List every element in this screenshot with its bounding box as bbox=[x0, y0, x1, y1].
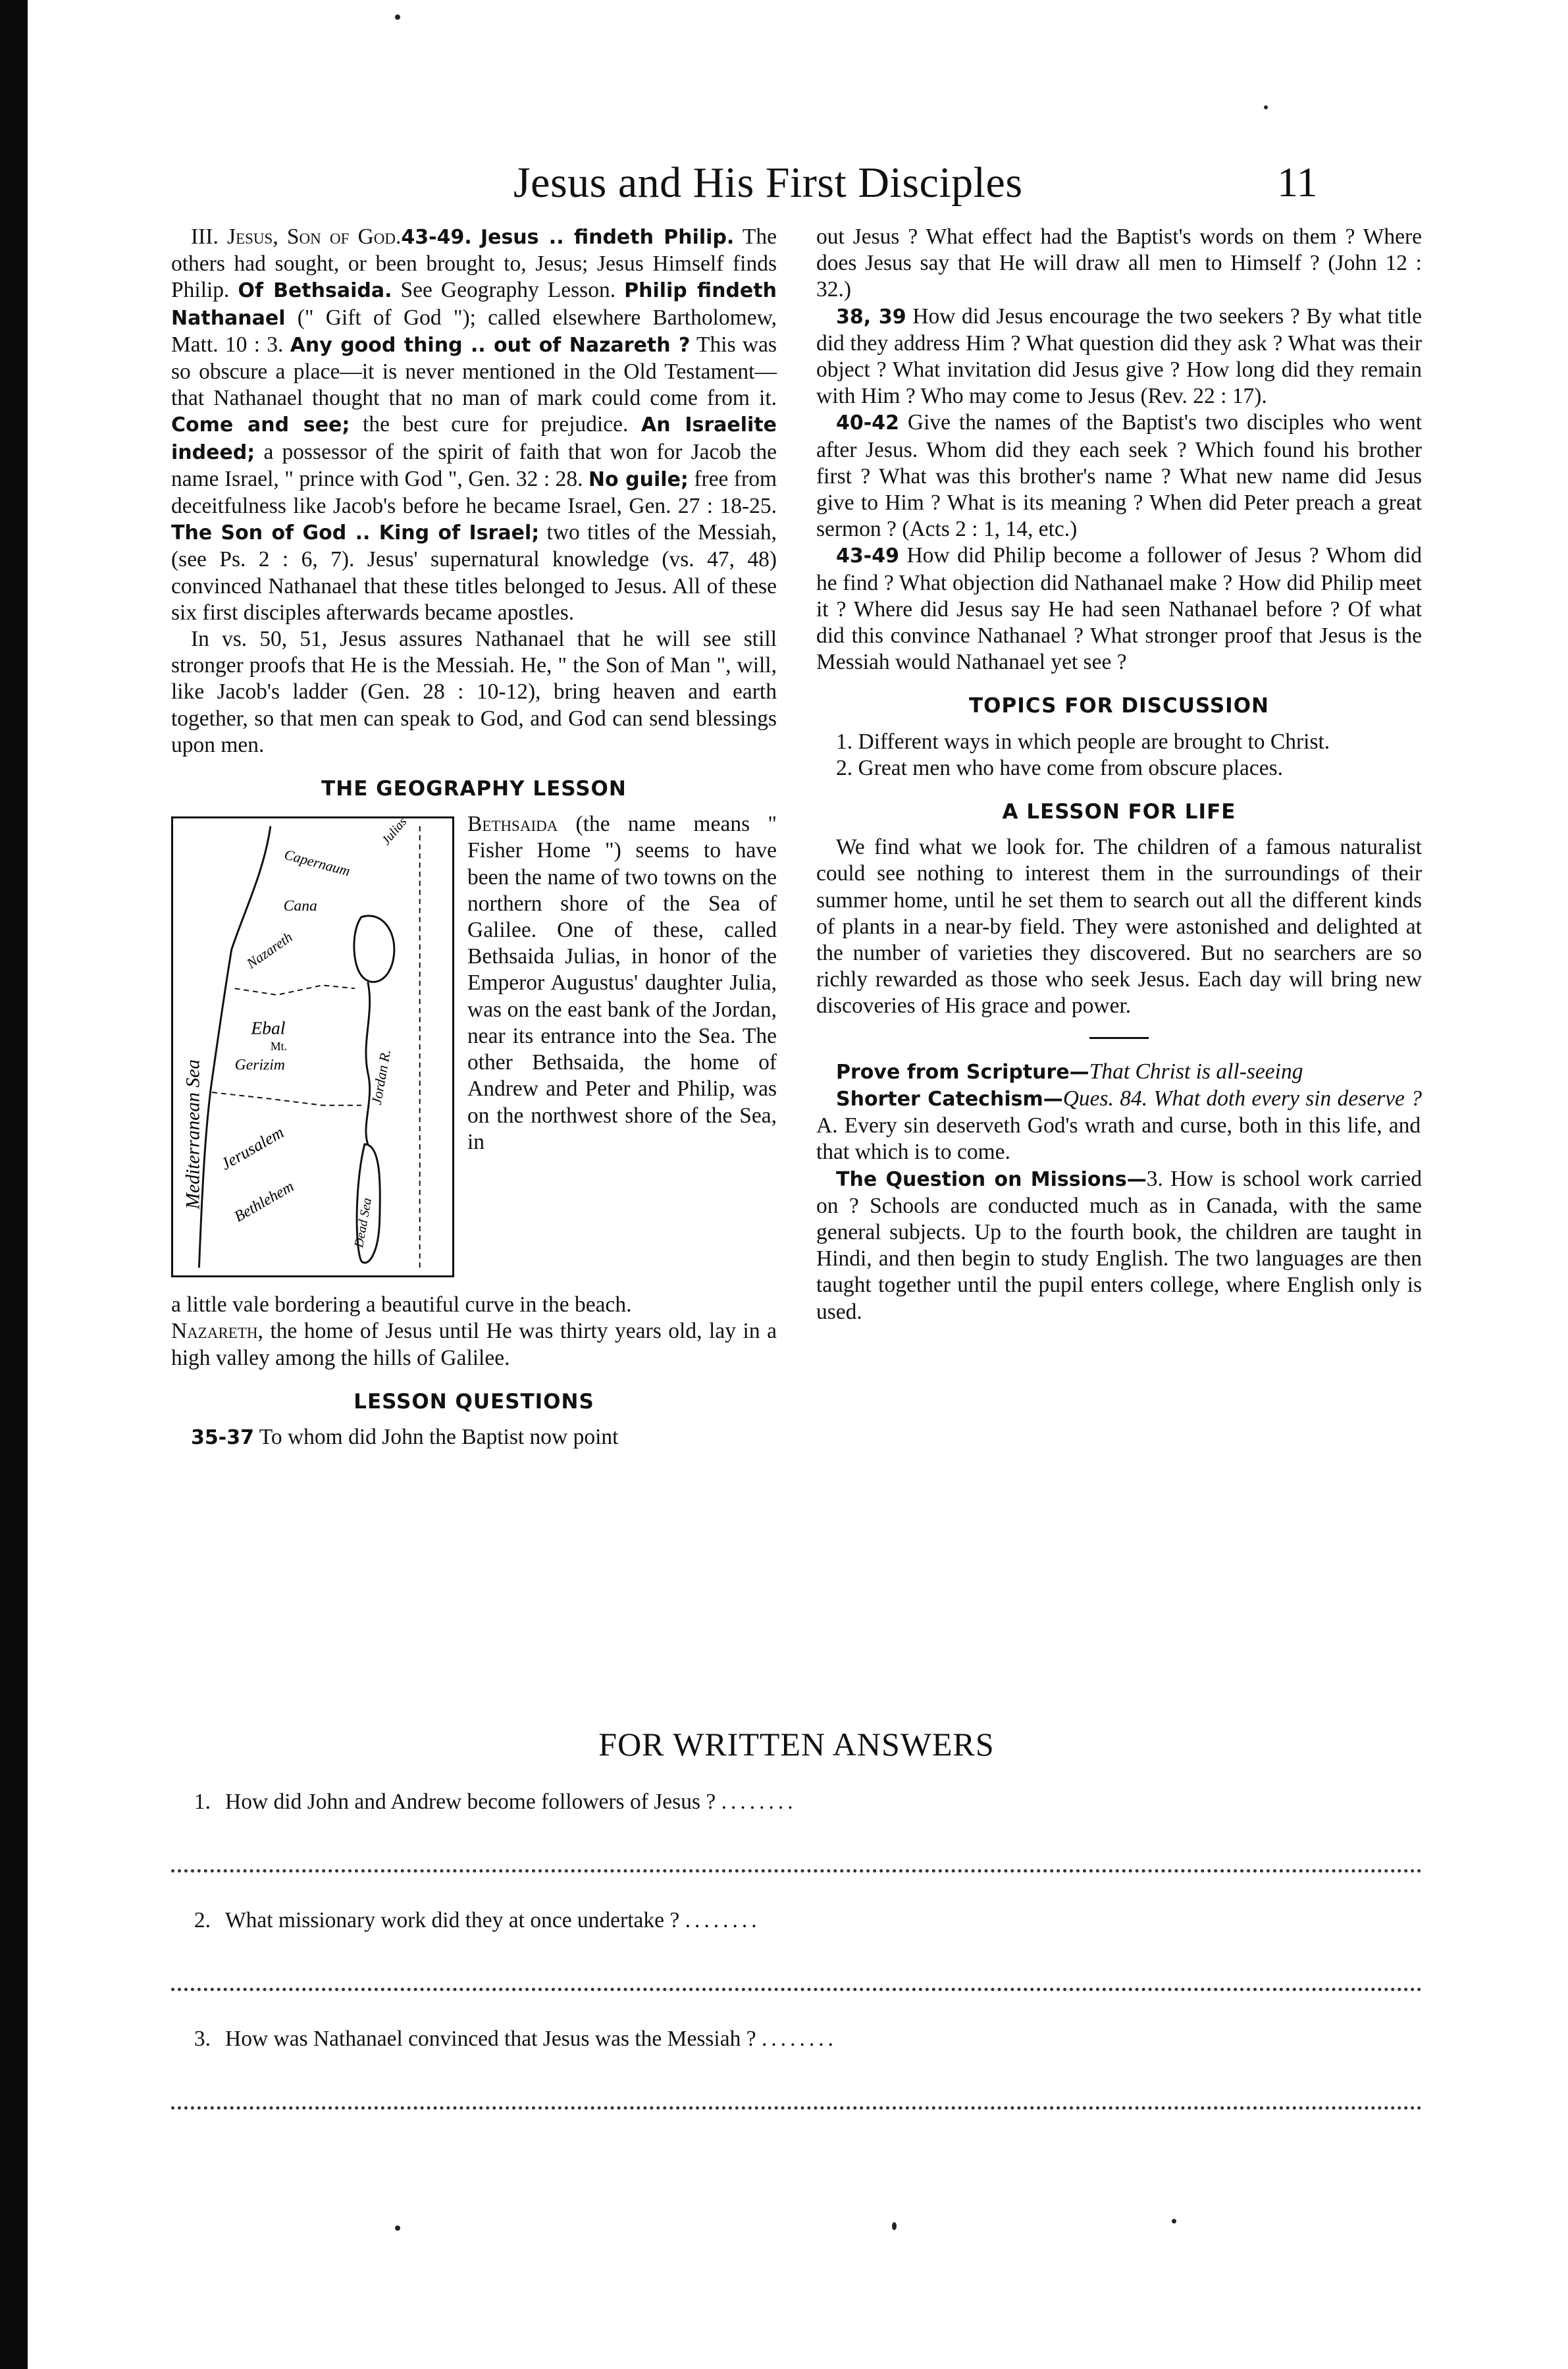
print-speck bbox=[1172, 2219, 1176, 2223]
written-answers-heading: FOR WRITTEN ANSWERS bbox=[598, 1726, 995, 1763]
question-text: How did Philip become a follower of Jesus ? Whom did he find ? What objection did Nathanael make ? How did Philip meet it ? Where did Jesus say He had seen Nathanael before ? Of what did this convince Nathanael ? What stronger proof that Jesus is the Messiah would Nathanael yet see ? bbox=[816, 543, 1422, 675]
map-label-bethlehem: Bethlehem bbox=[231, 1178, 298, 1226]
question-text: Give the names of the Baptist's two disciples who went after Jesus. Whom did they each seek ? Which found his brother first ? What was this brother's name ? What new name did Jesus give to Him ? What is its meaning ? When did Peter preach a great sermon ? (Acts 2 : 1, 14, etc.) bbox=[816, 410, 1422, 542]
map-label-jerusalem: Jerusalem bbox=[217, 1123, 288, 1174]
topic-item: 2. Great men who have come from obscure places. bbox=[836, 755, 1284, 780]
question-38-39 bbox=[816, 304, 1422, 410]
print-speck bbox=[1264, 105, 1268, 109]
section-verses: 43-49. bbox=[401, 226, 472, 249]
commentary-keyword: Come and see; bbox=[171, 413, 350, 437]
nazareth-text: , the home of Jesus until He was thirty years old, lay in a high valley among the hills of Galilee. bbox=[171, 1319, 777, 1370]
question-text: How did Jesus encourage the two seekers ? By what title did they address Him ? What question did they ask ? What was their object ? What invitation did Jesus give ? How long did they remain with Him ? Who may come to Jesus (Rev. 22 : 17). bbox=[816, 304, 1423, 409]
life-paragraph: We find what we look for. The children of a famous naturalist could see nothing to interest them in the surroundings of their summer home, until he set them to search out all the different kinds of plants in a near-by field. They were astonished and delighted at the number of varieties they discovered. But no searchers are so richly rewarded as those who seek Jesus. Each day will bring new discoveries of His grace and power. bbox=[816, 835, 1422, 1019]
page-header bbox=[171, 138, 1422, 224]
commentary-text: This was so obscure a place—it is never mentioned in the Old Testament—that Nathanael thought that no man of mark could come from it. bbox=[171, 332, 777, 411]
catechism-label: Shorter Catechism— bbox=[836, 1087, 1063, 1111]
geography-continuation: a little vale bordering a beautiful curve in the beach. bbox=[171, 1292, 632, 1318]
two-column-body bbox=[171, 224, 1422, 1725]
catechism-answer: A. Every sin deserveth God's wrath and curse, both in this life, and that which is to come. bbox=[816, 1113, 1421, 1165]
question-text: To whom did John the Baptist now point bbox=[253, 1425, 619, 1450]
question-40-42 bbox=[816, 410, 1422, 543]
map-label-sea: Mediterranean Sea bbox=[182, 1059, 204, 1210]
map-label-ebal: Ebal bbox=[251, 1017, 286, 1038]
commentary-text: the best cure for prejudice. bbox=[350, 412, 642, 437]
question-35-37 bbox=[171, 1424, 777, 1451]
commentary-text: two titles of the Messiah, (see Ps. 2 : 6, 7). Jesus' supernatural knowledge (vs. 47, 48) convinced Nathanael that these titles belonged to Jesus. All of these six first disciples afterwards became apostles. bbox=[171, 520, 777, 625]
topic-item: 1. Different ways in which people are brought to Christ. bbox=[836, 729, 1330, 754]
nazareth-paragraph bbox=[171, 1318, 777, 1371]
map-label-julias: Julias bbox=[379, 818, 410, 848]
nazareth-lead: Nazareth bbox=[171, 1319, 258, 1344]
right-column bbox=[816, 224, 1422, 1325]
map-label-mt-ebal: Mt. bbox=[270, 1040, 288, 1053]
answer-line[interactable] bbox=[171, 1829, 1422, 1908]
commentary-keyword: An Israelite indeed; bbox=[171, 413, 777, 464]
map-label-capernaum: Capernaum bbox=[282, 846, 352, 880]
question-text: What missionary work did they at once undertake ? bbox=[225, 1908, 680, 1932]
page bbox=[171, 138, 1423, 2051]
question-ref: 35-37 bbox=[191, 1426, 254, 1450]
prove-from-scripture bbox=[816, 1059, 1422, 1086]
question-ref: 43-49 bbox=[836, 545, 899, 568]
missions-label: The Question on Missions— bbox=[836, 1167, 1147, 1191]
print-speck bbox=[395, 14, 400, 20]
topics-heading: TOPICS FOR DISCUSSION bbox=[969, 694, 1269, 718]
commentary-text: free from deceitfulness like Jacob's before he became Israel, Gen. 27 : 18-25. bbox=[171, 466, 777, 519]
written-answers-section bbox=[171, 1725, 1422, 2145]
geography-section bbox=[171, 811, 777, 1292]
catechism-question: What doth every sin deserve ? bbox=[1153, 1086, 1422, 1111]
bethsaida-lead: Bethsaida bbox=[467, 812, 558, 837]
palestine-map bbox=[171, 816, 454, 1277]
missions-text: 3. How is school work carried on ? Schools are conducted much as in Canada, with the same general subjects. Up to the fourth book, the children are taught in Hindi, and then begin to study English. The two languages are then taught together until the pupil enters college, where English only is used. bbox=[816, 1166, 1422, 1324]
map-label-nazareth: Nazareth bbox=[244, 929, 296, 972]
section-jesus-son-of-god bbox=[171, 224, 777, 626]
question-on-missions bbox=[816, 1166, 1422, 1325]
page-number: 11 bbox=[1277, 159, 1318, 205]
question-text: How was Nathanael convinced that Jesus was the Messiah ? bbox=[225, 2027, 756, 2051]
written-question-3: 3. How was Nathanael convinced that Jesus was the Messiah ? ........ bbox=[171, 2027, 1422, 2066]
commentary-text: a possessor of the spirit of faith that won for Jacob the name Israel, " prince with God ", Gen. 32 : 28. bbox=[171, 439, 777, 491]
geography-heading: THE GEOGRAPHY LESSON bbox=[321, 777, 627, 801]
left-column bbox=[171, 224, 777, 1451]
commentary-keyword: Philip findeth Nathanael bbox=[171, 279, 777, 330]
binding-edge bbox=[0, 0, 28, 2369]
question-number: 1. bbox=[194, 1790, 211, 1814]
answer-line[interactable] bbox=[171, 1948, 1422, 2027]
question-number: 3. bbox=[194, 2027, 211, 2051]
section-divider bbox=[1089, 1037, 1149, 1039]
print-speck bbox=[892, 2222, 897, 2230]
life-heading: A LESSON FOR LIFE bbox=[1002, 800, 1236, 824]
section-heading: III. Jesus, Son of God. bbox=[191, 225, 402, 249]
question-ref: 38, 39 bbox=[836, 305, 906, 329]
lesson-questions-heading: LESSON QUESTIONS bbox=[353, 1389, 594, 1414]
map-label-jordan: Jordan R. bbox=[368, 1048, 394, 1106]
map-drawing bbox=[173, 818, 452, 1275]
answer-line[interactable] bbox=[171, 2066, 1422, 2145]
messiah-paragraph: In vs. 50, 51, Jesus assures Nathanael that he will see still stronger proofs that He is the Messiah. He, " the Son of Man ", will, like Jacob's ladder (Gen. 28 : 10-12), bring heaven and earth together, so that men can speak to God, and God can send blessings upon men. bbox=[171, 627, 777, 757]
commentary-keyword: Any good thing .. out of Nazareth ? bbox=[290, 333, 691, 357]
print-speck bbox=[395, 2225, 400, 2231]
geography-text bbox=[467, 811, 777, 1156]
prove-text: That Christ is all-seeing bbox=[1089, 1059, 1303, 1084]
written-question-2: 2. What missionary work did they at once undertake ? ........ bbox=[171, 1908, 1422, 1948]
shorter-catechism bbox=[816, 1086, 1422, 1166]
commentary-text: (" Gift of God "); called elsewhere Bartholomew, Matt. 10 : 3. bbox=[171, 305, 777, 357]
commentary-paragraph bbox=[171, 225, 777, 625]
map-label-gerizim: Gerizim bbox=[234, 1056, 285, 1074]
commentary-keyword: Jesus .. findeth Philip. bbox=[480, 226, 735, 249]
commentary-text: The others had sought, or been brought to, Jesus; Jesus Himself finds Philip. bbox=[171, 225, 777, 303]
written-question-1: 1. How did John and Andrew become followers of Jesus ? ........ bbox=[171, 1790, 1422, 1829]
map-label-dead-sea: Dead Sea bbox=[352, 1197, 375, 1249]
commentary-keyword: Of Bethsaida. bbox=[238, 279, 392, 303]
bethsaida-text: (the name means " Fisher Home ") seems to have been the name of two towns on the northern shore of the Sea of Galilee. One of these, called Bethsaida Julias, in honor of the Emperor Augustus' daughter Julia, was on the east bank of the Jordan, near its entrance into the Sea. The other Bethsaida, the home of Andrew and Peter and Philip, was on the northwest shore of the Sea, in bbox=[467, 812, 777, 1154]
map-label-cana: Cana bbox=[283, 897, 317, 915]
page-title: Jesus and His First Disciples bbox=[513, 159, 1023, 207]
prove-label: Prove from Scripture— bbox=[836, 1060, 1089, 1084]
commentary-keyword: No guile; bbox=[588, 467, 689, 491]
question-35-37-cont: out Jesus ? What effect had the Baptist's words on them ? Where does Jesus say that He will draw all men to Himself ? (John 12 : 32.) bbox=[816, 225, 1422, 302]
question-text: How did John and Andrew become followers of Jesus ? bbox=[225, 1790, 716, 1814]
question-ref: 40-42 bbox=[836, 412, 899, 435]
commentary-text: See Geography Lesson. bbox=[392, 278, 625, 303]
question-number: 2. bbox=[194, 1908, 211, 1932]
commentary-keyword: The Son of God .. King of Israel; bbox=[171, 521, 540, 545]
question-43-49 bbox=[816, 543, 1422, 676]
catechism-ques: Ques. 84. bbox=[1062, 1086, 1148, 1111]
